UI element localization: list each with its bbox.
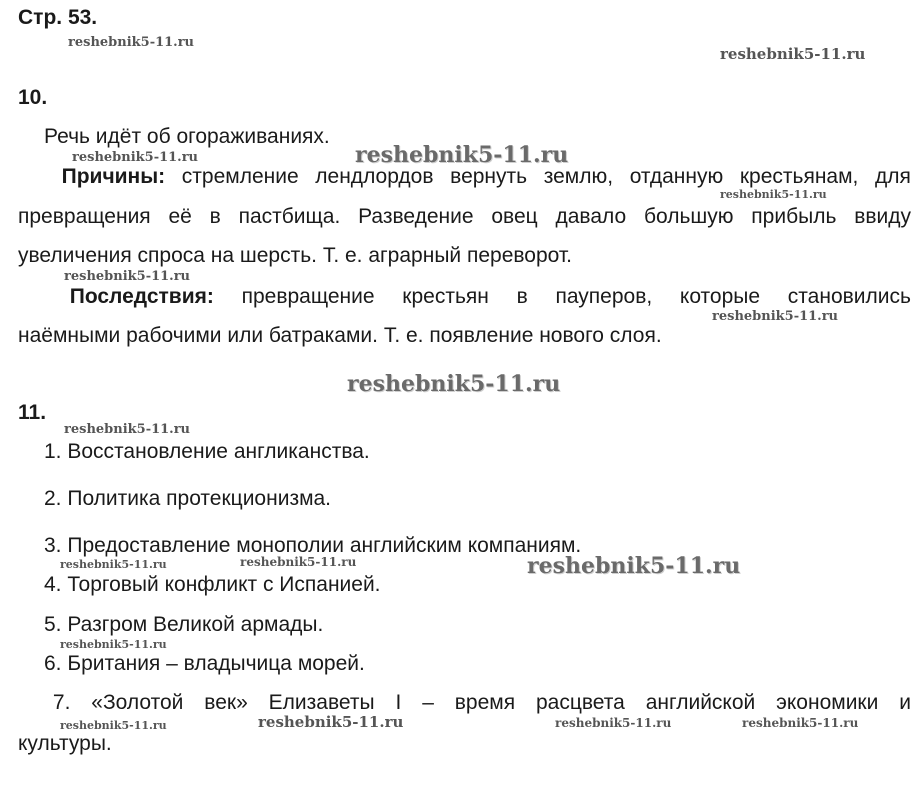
q11-list-item: 2. Политика протекционизма. bbox=[44, 487, 332, 510]
q10-causes-line3: увеличения спроса на шерсть. Т. е. аграрный переворот. bbox=[18, 244, 573, 267]
watermark: reshebnik5-11.ru bbox=[555, 716, 672, 730]
q11-list-item: 4. Торговый конфликт с Испанией. bbox=[44, 573, 381, 596]
q10-word: лендлордов bbox=[315, 165, 434, 188]
watermark: reshebnik5-11.ru bbox=[355, 142, 569, 168]
q10-word: землю, bbox=[543, 165, 614, 188]
q11-word: «Золотой bbox=[91, 691, 184, 714]
q10-word: крестьянам, bbox=[739, 165, 859, 188]
question-10-number: 10. bbox=[18, 86, 48, 109]
watermark: reshebnik5-11.ru bbox=[60, 558, 167, 571]
watermark: reshebnik5-11.ru bbox=[712, 309, 839, 324]
q11-word: и bbox=[899, 691, 911, 714]
q10-causes-line1 bbox=[18, 165, 911, 189]
q10-word: вернуть bbox=[450, 165, 528, 188]
watermark: reshebnik5-11.ru bbox=[64, 269, 191, 284]
watermark: reshebnik5-11.ru bbox=[527, 553, 741, 579]
q10-word: для bbox=[875, 165, 911, 188]
q11-word: экономики bbox=[776, 691, 879, 714]
q10-word: пауперов, bbox=[555, 285, 653, 308]
watermark: reshebnik5-11.ru bbox=[68, 35, 195, 50]
q10-word: которые bbox=[679, 285, 761, 308]
q11-word: Елизаветы bbox=[268, 691, 375, 714]
q11-word: век» bbox=[204, 691, 248, 714]
watermark: reshebnik5-11.ru bbox=[720, 188, 827, 201]
q10-word: превращение bbox=[241, 285, 375, 308]
watermark: reshebnik5-11.ru bbox=[347, 371, 561, 397]
q10-causes-label: Причины: bbox=[61, 165, 166, 188]
watermark: reshebnik5-11.ru bbox=[720, 45, 866, 63]
q11-word: I bbox=[395, 691, 402, 714]
watermark: reshebnik5-11.ru bbox=[64, 422, 191, 437]
q11-list-item: 1. Восстановление англиканства. bbox=[44, 440, 370, 463]
q11-word: расцвета bbox=[535, 691, 625, 714]
question-11-number: 11. bbox=[18, 401, 47, 424]
watermark: reshebnik5-11.ru bbox=[60, 719, 167, 732]
q10-word: становились bbox=[787, 285, 911, 308]
watermark: reshebnik5-11.ru bbox=[742, 716, 859, 730]
watermark: reshebnik5-11.ru bbox=[60, 638, 167, 651]
q10-word: отданную bbox=[629, 165, 724, 188]
watermark: reshebnik5-11.ru bbox=[258, 713, 404, 731]
q11-word: время bbox=[454, 691, 516, 714]
q10-word: стремление bbox=[181, 165, 299, 188]
q11-word: – bbox=[422, 691, 434, 714]
watermark: reshebnik5-11.ru bbox=[240, 555, 357, 569]
q11-word: английской bbox=[645, 691, 756, 714]
page-number-heading: Стр. 53. bbox=[18, 6, 98, 29]
q10-intro: Речь идёт об огораживаниях. bbox=[44, 125, 330, 148]
q11-item7-line2: культуры. bbox=[18, 732, 112, 755]
q10-effects-label: Последствия: bbox=[69, 285, 214, 308]
q11-item7-line1 bbox=[18, 691, 911, 715]
q10-causes-line2: превращения её в пастбища. Разведение овец давало большую прибыль ввиду bbox=[18, 205, 911, 228]
q10-effects-line1 bbox=[18, 285, 911, 309]
q11-list-item: 5. Разгром Великой армады. bbox=[44, 613, 324, 636]
q10-word: в bbox=[516, 285, 528, 308]
q11-list-item: 6. Британия – владычица морей. bbox=[44, 652, 365, 675]
q11-word: 7. bbox=[52, 691, 71, 714]
q11-list-item: 3. Предоставление монополии английским компаниям. bbox=[44, 534, 582, 557]
q10-effects-line2: наёмными рабочими или батраками. Т. е. появление нового слоя. bbox=[18, 324, 662, 347]
q10-word: крестьян bbox=[402, 285, 489, 308]
watermark: reshebnik5-11.ru bbox=[72, 150, 199, 165]
